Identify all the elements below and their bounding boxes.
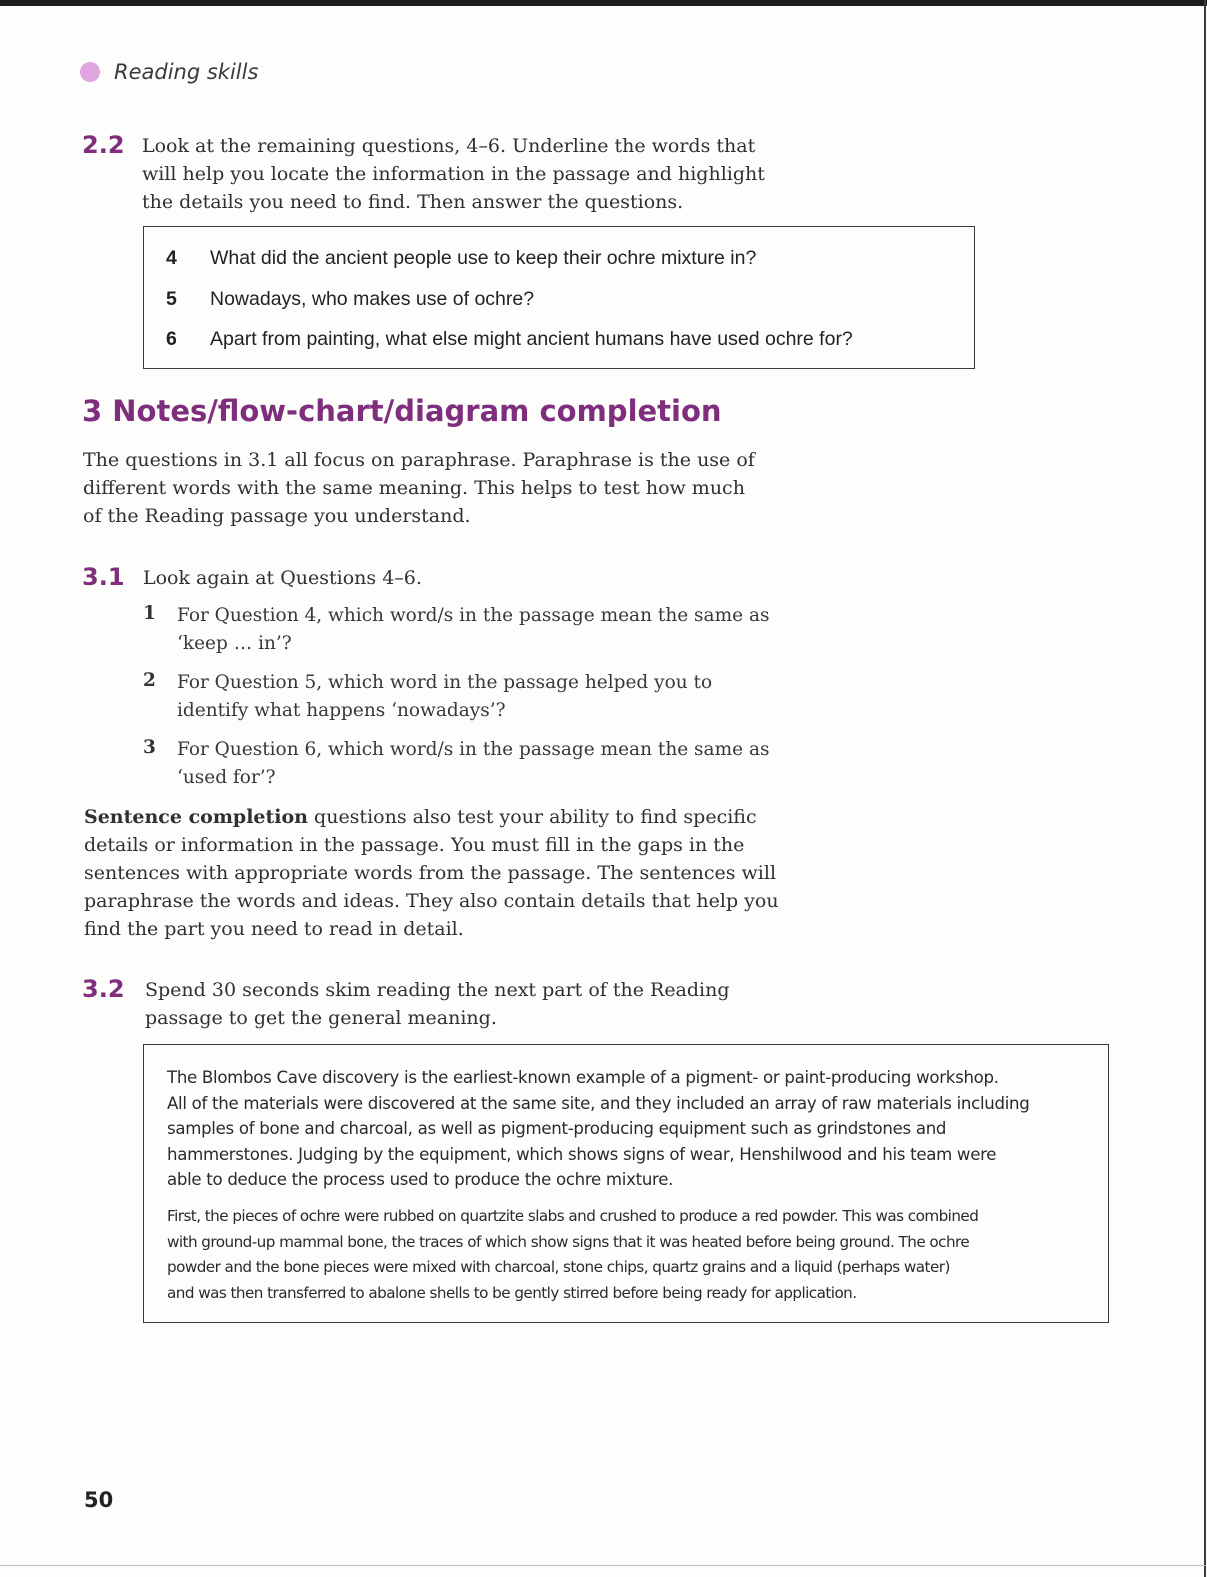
section-3-intro: The questions in 3.1 all focus on paraphrase. Paraphrase is the use of different words with the same meaning. This helps to test how much of the Reading passage you understand. [83, 449, 755, 527]
reading-passage-box [143, 1044, 1109, 1323]
question-text: What did the ancient people use to keep their ochre mixture in? [210, 247, 757, 269]
bullet-dot-icon [80, 62, 100, 82]
sub-question-number: 3 [143, 737, 156, 758]
question-text: Nowadays, who makes use of ochre? [210, 288, 535, 310]
question-item [166, 328, 853, 351]
question-item [166, 247, 756, 270]
question-number: 6 [166, 328, 177, 350]
bottom-edge-line [0, 1565, 1207, 1566]
section-header [80, 60, 258, 84]
exercise-2-2-instruction: Look at the remaining questions, 4–6. Underline the words that will help you locate the information in the passage and highlight the details you need to find. Then answer the questions. [142, 135, 765, 213]
exercise-3-1-number: 3.1 [82, 563, 125, 591]
page-number: 50 [84, 1488, 114, 1512]
question-number: 4 [166, 247, 177, 269]
exercise-3-1-instruction: Look again at Questions 4–6. [143, 567, 422, 589]
exercise-3-2-number: 3.2 [82, 975, 125, 1003]
passage-paragraph-2: First, the pieces of ochre were rubbed on quartzite slabs and crushed to produce a red powder. This was combined with ground-up mammal bone, the traces of which show signs that it was heated before being ground. The ochre powder and the bone pieces were mixed with charcoal, stone chips, quartz grains and a liquid (perhaps water) and was then transferred to abalone shells to be gently stirred before being ready for application. [167, 1207, 979, 1302]
question-item [166, 288, 534, 311]
top-edge-bar [0, 0, 1207, 6]
passage-paragraph-1: The Blombos Cave discovery is the earliest-known example of a pigment- or paint-producing workshop. All of the materials were discovered at the same site, and they included an array of raw materials including samples of bone and charcoal, as well as pigment-producing equipment such as grindstones and hammerstones. Judging by the equipment, which shows signs of wear, Henshilwood and his team were able to deduce the process used to produce the ochre mixture. [167, 1068, 1030, 1189]
sub-question-number: 1 [143, 603, 156, 624]
sub-question-text: For Question 5, which word in the passage helped you to identify what happens ‘nowadays’? [177, 672, 713, 721]
question-text: Apart from painting, what else might ancient humans have used ochre for? [210, 328, 853, 350]
sentence-completion-term: Sentence completion [84, 806, 308, 828]
section-header-title: Reading skills [114, 60, 259, 84]
exercise-3-2-instruction: Spend 30 seconds skim reading the next part of the Reading passage to get the general meaning. [145, 979, 730, 1029]
right-edge-line [1204, 0, 1206, 1577]
question-number: 5 [166, 288, 177, 310]
sub-question-text: For Question 4, which word/s in the passage mean the same as ‘keep … in’? [177, 605, 770, 654]
sub-question-text: For Question 6, which word/s in the passage mean the same as ‘used for’? [177, 739, 770, 788]
sub-question-number: 2 [143, 670, 156, 691]
questions-box [143, 226, 975, 369]
exercise-2-2-number: 2.2 [82, 131, 125, 159]
sentence-completion-paragraph: Sentence completion questions also test your ability to find specific details or information in the passage. You must fill in the gaps in the sentences with appropriate words from the passage. The sentences will paraphrase the words and ideas. They also contain details that help you find the part you need to read in detail. [84, 806, 779, 940]
section-3-heading: 3 Notes/flow-chart/diagram completion [82, 394, 722, 428]
